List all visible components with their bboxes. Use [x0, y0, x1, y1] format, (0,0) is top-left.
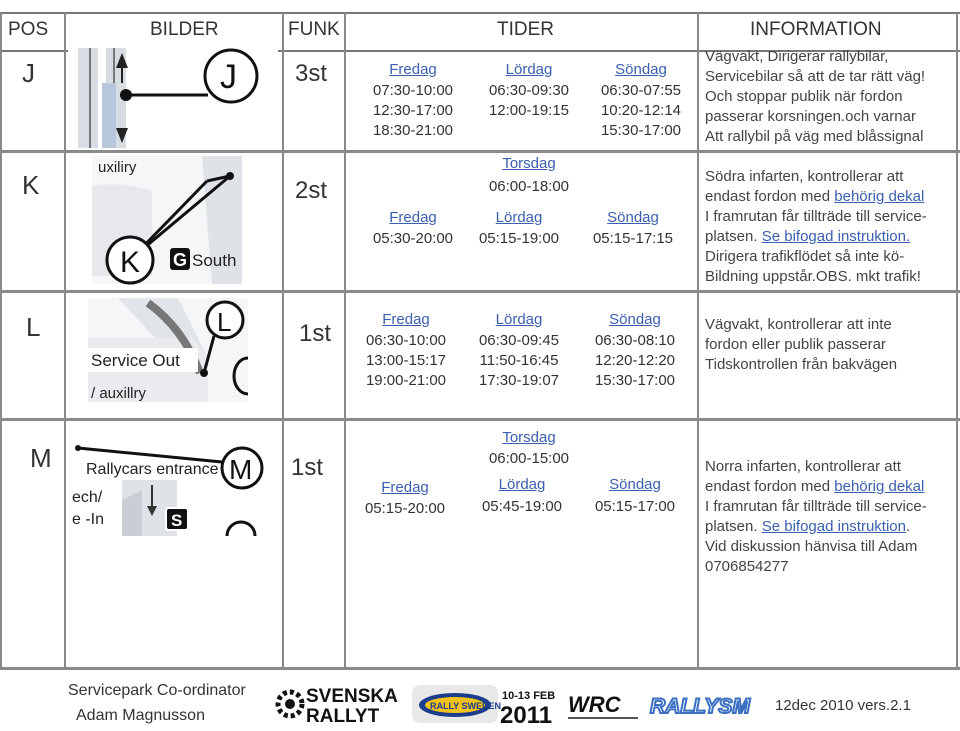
info-line: Vägvakt, Dirigerar rallybilar,	[705, 48, 889, 65]
info-line: Bildning uppstår.OBS. mkt trafik!	[705, 268, 921, 285]
info-line: I framrutan får tillträde till service-	[705, 498, 927, 515]
day-label: Fredag	[389, 209, 437, 226]
day-label: Lördag	[498, 476, 546, 493]
info-line: passerar korsningen.och varnar	[705, 108, 916, 125]
coordinator-name: Adam Magnusson	[76, 707, 205, 724]
map-label: e -In	[72, 511, 105, 528]
info-fragment: .	[905, 518, 911, 535]
logo-text: WRC	[568, 692, 621, 717]
info-line: Servicebilar så att de tar rätt väg!	[705, 68, 926, 85]
time-value: 10:20-12:14	[600, 102, 682, 119]
logo-text: 10-13 FEB	[502, 690, 556, 702]
column-divider	[956, 12, 958, 670]
logo-text: RALLY SWEDEN	[430, 701, 502, 711]
time-value: 18:30-21:00	[372, 122, 454, 139]
time-value: 12:00-19:15	[488, 102, 570, 119]
info-text	[705, 315, 955, 375]
position-label: K	[22, 170, 40, 200]
svenska-rallyt-logo	[276, 683, 401, 725]
header-information: INFORMATION	[750, 19, 882, 40]
time-value: 19:00-21:00	[365, 372, 447, 389]
time-value: 06:30-07:55	[600, 82, 682, 99]
time-value: 06:00-15:00	[488, 450, 570, 467]
day-label: Fredag	[382, 311, 430, 328]
info-line: Och stoppar publik när fordon	[705, 88, 903, 105]
map-label: South	[192, 251, 237, 270]
day-label: Söndag	[609, 476, 661, 493]
info-line	[705, 517, 955, 537]
logo-text: 2011	[500, 702, 553, 729]
info-text	[705, 457, 955, 577]
map-label: uxiliry	[98, 159, 137, 176]
rally-sweden-logo	[412, 683, 502, 725]
time-value: 06:30-08:10	[594, 332, 676, 349]
map-image	[72, 440, 267, 536]
time-value: 05:15-20:00	[364, 500, 446, 517]
map-label: Rallycars entrance	[86, 461, 219, 478]
day-label: Söndag	[609, 311, 661, 328]
instruction-link[interactable]: Se bifogad instruktion	[761, 518, 906, 535]
info-fragment: platsen.	[705, 518, 758, 535]
column-divider	[697, 12, 699, 670]
day-label: Fredag	[381, 479, 429, 496]
row-divider	[0, 290, 960, 293]
logo-text: RALLYSM	[650, 695, 750, 718]
column-divider	[282, 12, 284, 670]
logo-text: RALLYT	[306, 706, 380, 727]
day-label: Lördag	[495, 311, 543, 328]
column-divider	[344, 12, 346, 670]
info-fragment: endast fordon med	[705, 188, 831, 205]
day-label: Lördag	[505, 61, 553, 78]
day-label: Torsdag	[502, 155, 556, 172]
position-label: J	[22, 58, 35, 88]
map-image	[68, 48, 278, 148]
position-label: L	[26, 312, 41, 342]
version-label: 12dec 2010 vers.2.1	[775, 697, 911, 714]
info-line: Södra infarten, kontrollerar att	[705, 168, 904, 185]
info-line: Vid diskussion hänvisa till Adam	[705, 538, 918, 555]
time-value: 11:50-16:45	[479, 352, 559, 369]
time-value: 13:00-15:17	[365, 352, 447, 369]
info-line	[705, 227, 955, 247]
map-j-graphic	[68, 48, 278, 148]
coordinator-title: Servicepark Co-ordinator	[68, 682, 246, 699]
function-count: 3st	[295, 60, 328, 87]
function-count: 2st	[295, 177, 328, 204]
time-value: 05:15-17:15	[592, 230, 674, 247]
map-label: K	[120, 246, 141, 279]
time-value: 17:30-19:07	[478, 372, 560, 389]
column-divider	[0, 12, 2, 670]
map-k-graphic	[92, 156, 242, 284]
header-tider: TIDER	[497, 19, 554, 40]
info-line: Norra infarten, kontrollerar att	[705, 458, 901, 475]
time-value: 07:30-10:00	[372, 82, 454, 99]
info-text	[705, 47, 955, 147]
time-value: 12:20-12:20	[594, 352, 676, 369]
time-value: 06:30-09:30	[488, 82, 570, 99]
info-line: Tidskontrollen från bakvägen	[705, 356, 898, 373]
info-line: fordon eller publik passerar	[705, 336, 886, 353]
info-line: Att rallybil på väg med blåssignal	[705, 128, 924, 145]
map-label: J	[220, 58, 237, 96]
column-divider	[64, 12, 66, 670]
time-value: 05:15-17:00	[594, 498, 676, 515]
day-label: Söndag	[607, 209, 659, 226]
header-pos: POS	[8, 19, 49, 40]
info-line: Vägvakt, kontrollerar att inte	[705, 316, 892, 333]
time-value: 15:30-17:00	[594, 372, 676, 389]
rallysm-logo	[648, 690, 750, 720]
time-value: 15:30-17:00	[600, 122, 682, 139]
info-text	[705, 167, 955, 287]
map-label: / auxillry	[91, 385, 147, 402]
info-line: I framrutan får tillträde till service-	[705, 208, 927, 225]
function-count: 1st	[291, 454, 324, 481]
info-line: Dirigera trafikflödet så inte kö-	[705, 248, 905, 265]
info-line	[705, 187, 955, 207]
time-value: 06:30-10:00	[365, 332, 447, 349]
row-divider	[0, 667, 960, 670]
map-m-graphic	[72, 440, 267, 536]
map-label: G	[173, 250, 188, 270]
dekal-link[interactable]: behörig dekal	[834, 188, 925, 205]
info-line: 0706854277	[705, 558, 789, 575]
row-divider	[0, 150, 960, 153]
day-label: Lördag	[495, 209, 543, 226]
time-value: 05:45-19:00	[481, 498, 563, 515]
map-label: M	[229, 454, 253, 485]
info-line	[705, 477, 955, 497]
map-label: L	[217, 307, 232, 337]
row-divider	[0, 418, 960, 421]
map-label: S	[171, 511, 183, 530]
header-funk: FUNK	[288, 19, 340, 40]
time-value: 06:30-09:45	[478, 332, 560, 349]
event-date-logo	[500, 686, 560, 729]
day-label: Fredag	[389, 61, 437, 78]
map-l-graphic	[88, 298, 248, 402]
time-value: 05:15-19:00	[478, 230, 560, 247]
instruction-link[interactable]: Se bifogad instruktion.	[761, 228, 911, 245]
day-label: Torsdag	[502, 429, 556, 446]
position-label: M	[30, 443, 52, 473]
map-image	[92, 156, 242, 284]
map-label: ech/	[72, 489, 103, 506]
function-count: 1st	[299, 320, 332, 347]
time-value: 06:00-18:00	[488, 178, 570, 195]
logo-text: SVENSKA	[306, 686, 398, 707]
wrc-logo	[566, 688, 640, 722]
dekal-link[interactable]: behörig dekal	[834, 478, 925, 495]
time-value: 05:30-20:00	[372, 230, 454, 247]
time-value: 12:30-17:00	[372, 102, 454, 119]
info-fragment: endast fordon med	[705, 478, 831, 495]
day-label: Söndag	[615, 61, 667, 78]
map-label: Service Out	[91, 351, 180, 370]
info-fragment: platsen.	[705, 228, 758, 245]
header-bilder: BILDER	[150, 19, 219, 40]
map-image	[88, 298, 248, 402]
